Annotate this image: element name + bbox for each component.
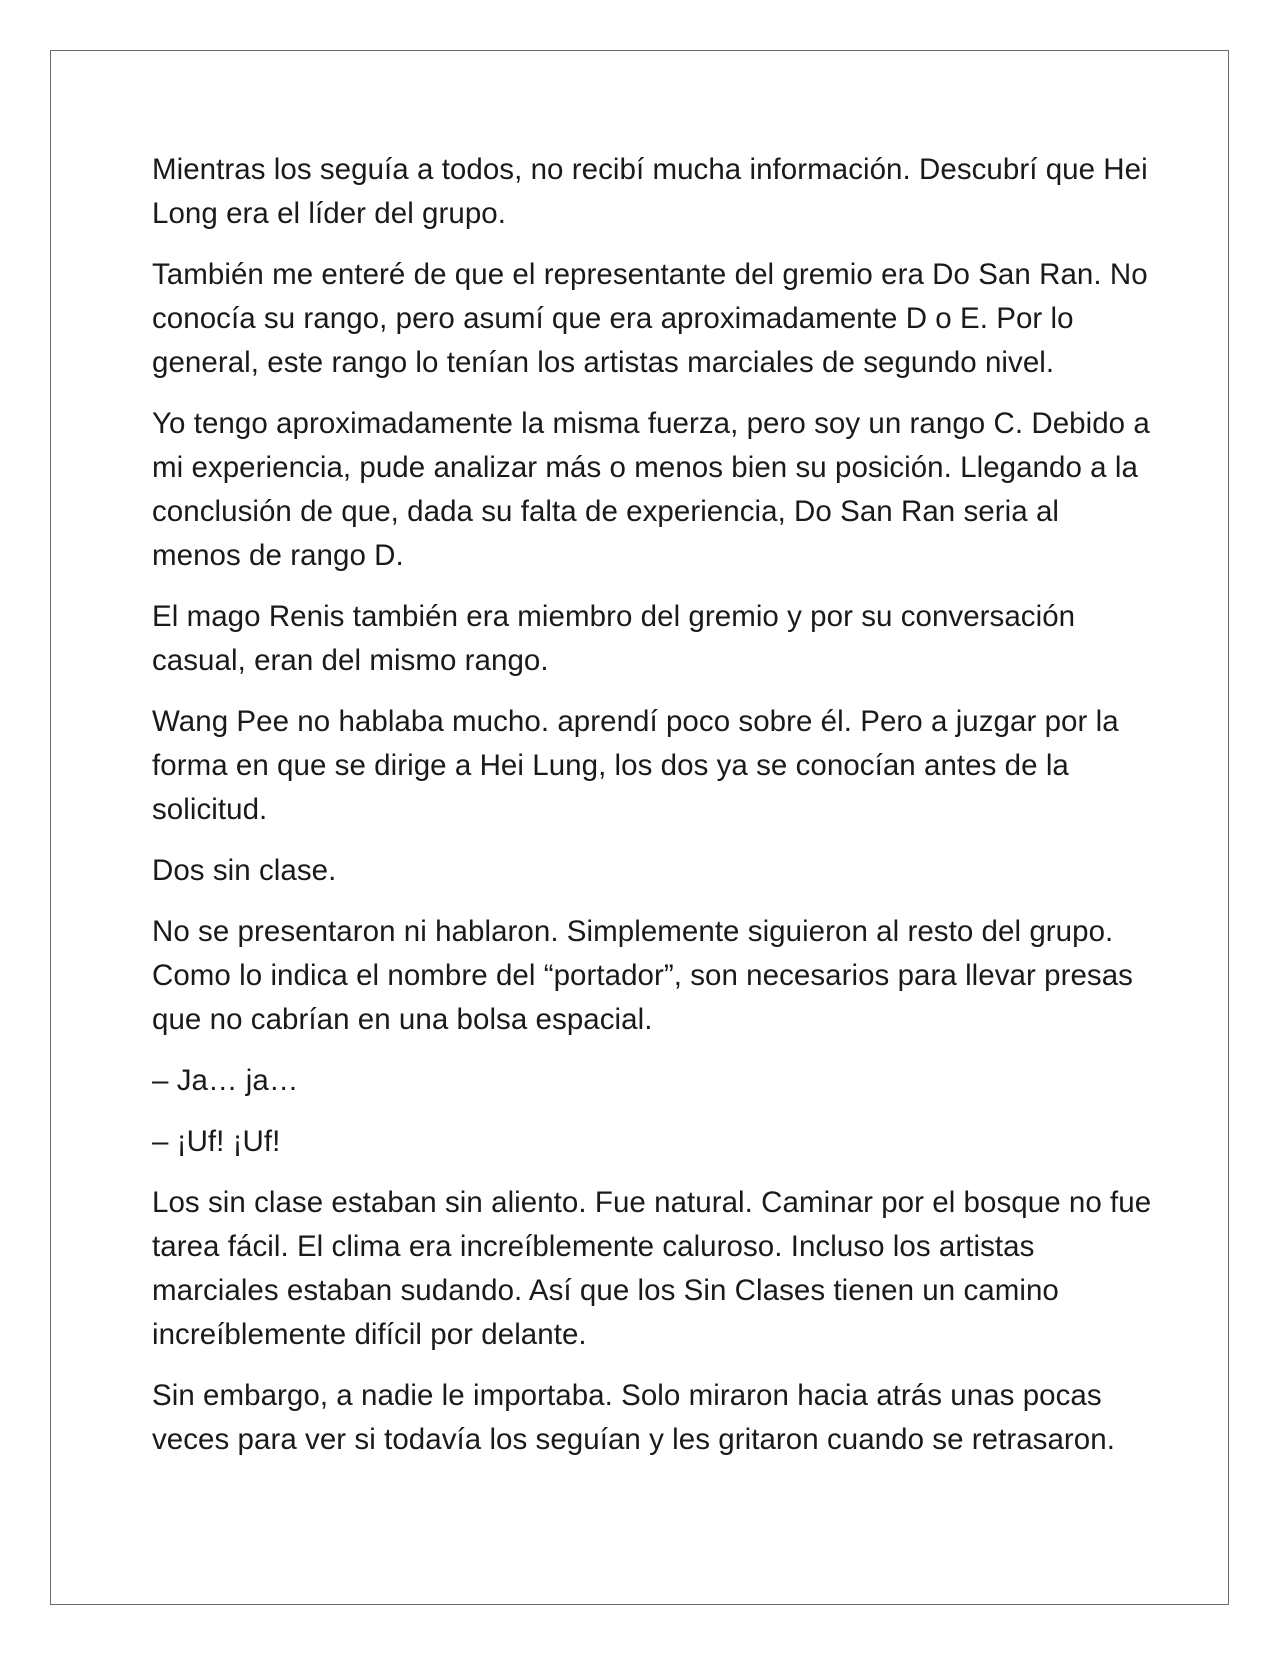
dialogue-line-2: – ¡Uf! ¡Uf! bbox=[152, 1125, 281, 1158]
paragraph-2: También me enteré de que el representante del gremio era Do San Ran. No conocía su rango, pero asumí que era aproximadamente D o E. Por lo general, este rango lo tenían los artistas marciales de segundo nivel. bbox=[152, 258, 1148, 379]
paragraph-11: Sin embargo, a nadie le importaba. Solo miraron hacia atrás unas pocas veces para ver si todavía los seguían y les gritaron cuando se retrasaron. bbox=[152, 1379, 1115, 1456]
paragraph-10: Los sin clase estaban sin aliento. Fue natural. Caminar por el bosque no fue tarea fácil. El clima era increíblemente caluroso. Incluso los artistas marciales estaban sudando. Así que los Sin Clases tienen un camino increíblemente difícil por delante. bbox=[152, 1186, 1152, 1351]
paragraph-4: El mago Renis también era miembro del gremio y por su conversación casual, eran del mismo rango. bbox=[152, 600, 1076, 677]
paragraph-7: No se presentaron ni hablaron. Simplemente siguieron al resto del grupo. Como lo indica el nombre del “portador”, son necesarios para llevar presas que no cabrían en una bolsa espacial. bbox=[152, 915, 1133, 1036]
paragraph-3: Yo tengo aproximadamente la misma fuerza, pero soy un rango C. Debido a mi experiencia, pude analizar más o menos bien su posición. Llegando a la conclusión de que, dada su falta de experiencia, Do San Ran seria al menos de rango D. bbox=[152, 407, 1150, 572]
paragraph-1: Mientras los seguía a todos, no recibí mucha información. Descubrí que Hei Long era el líder del grupo. bbox=[152, 153, 1148, 230]
page-frame bbox=[50, 50, 1229, 1605]
paragraph-5: Wang Pee no hablaba mucho. aprendí poco sobre él. Pero a juzgar por la forma en que se dirige a Hei Lung, los dos ya se conocían antes de la solicitud. bbox=[152, 705, 1119, 826]
dialogue-line-1: – Ja… ja… bbox=[152, 1064, 299, 1097]
paragraph-6: Dos sin clase. bbox=[152, 854, 337, 887]
document-body bbox=[152, 148, 1152, 1479]
